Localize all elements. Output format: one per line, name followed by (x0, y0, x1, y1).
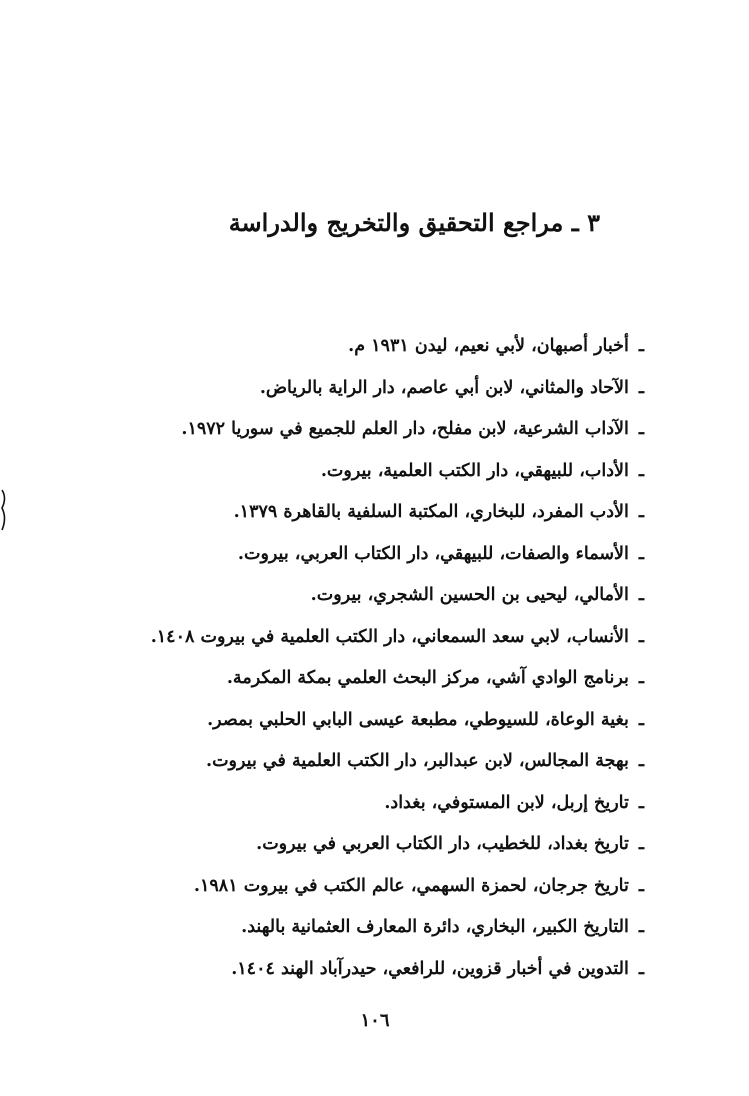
reference-text: الأداب، للبيهقي، دار الكتب العلمية، بيروت. (320, 460, 629, 481)
reference-text: أخبار أصبهان، لأبي نعيم، ليدن ١٩٣١ م. (348, 336, 629, 356)
reference-text: تاريخ جرجان، لحمزة السهمي، عالم الكتب في بيروت ١٩٨١. (193, 875, 629, 896)
reference-item (84, 451, 644, 493)
reference-item (84, 575, 644, 617)
reference-dash: ـ (638, 751, 644, 771)
reference-text: برنامج الوادي آشي، مركز البحث العلمي بمكة المكرمة. (226, 668, 629, 688)
reference-text: بهجة المجالس، لابن عبدالبر، دار الكتب العلمية في بيروت. (205, 751, 629, 771)
reference-text: تاريخ بغداد، للخطيب، دار الكتاب العربي في بيروت. (256, 834, 629, 854)
reference-dash: ـ (638, 502, 644, 522)
reference-text: تاريخ إربل، لابن المستوفي، بغداد. (384, 792, 629, 813)
reference-item (84, 949, 644, 991)
reference-dash: ـ (638, 668, 644, 688)
reference-item (84, 326, 644, 368)
reference-text: التدوين في أخبار قزوين، للرافعي، حيدرآباد الهند ١٤٠٤. (231, 958, 629, 979)
reference-dash: ـ (638, 709, 644, 730)
reference-text: الأسماء والصفات، للبيهقي، دار الكتاب العربي، بيروت. (237, 543, 629, 564)
reference-text: الآداب الشرعية، لابن مفلح، دار العلم للجميع في سوريا ١٩٧٢. (181, 419, 629, 439)
reference-text: الأنساب، لابي سعد السمعاني، دار الكتب العلمية في بيروت ١٤٠٨. (150, 626, 629, 647)
reference-dash: ـ (638, 377, 644, 398)
reference-item (84, 492, 644, 534)
reference-item (84, 534, 644, 576)
reference-item (84, 783, 644, 825)
reference-item (84, 866, 644, 908)
reference-dash: ـ (638, 958, 644, 979)
reference-dash: ـ (638, 875, 644, 896)
reference-dash: ـ (638, 336, 644, 356)
reference-dash: ـ (638, 626, 644, 647)
reference-dash: ـ (638, 585, 644, 605)
page-number: ١٠٦ (360, 1010, 390, 1031)
reference-dash: ـ (638, 834, 644, 854)
reference-item (84, 658, 644, 700)
reference-dash: ـ (638, 543, 644, 564)
section-heading: ٣ ـ مراجع التحقيق والتخريج والدراسة (228, 208, 600, 237)
reference-dash: ـ (638, 792, 644, 813)
reference-item (84, 824, 644, 866)
reference-item (84, 907, 644, 949)
reference-text: الآحاد والمثاني، لابن أبي عاصم، دار الراية بالرياض. (259, 377, 629, 398)
reference-item (84, 700, 644, 742)
reference-item (84, 409, 644, 451)
margin-bracket-mark (0, 488, 8, 532)
reference-text: بغية الوعاة، للسيوطي، مطبعة عيسى البابي الحلبي بمصر. (207, 709, 629, 730)
reference-item (84, 741, 644, 783)
reference-dash: ـ (638, 917, 644, 937)
reference-text: التاريخ الكبير، البخاري، دائرة المعارف العثمانية بالهند. (241, 917, 629, 937)
references-list (84, 326, 644, 990)
reference-dash: ـ (638, 419, 644, 439)
reference-item (84, 617, 644, 659)
reference-text: الأدب المفرد، للبخاري، المكتبة السلفية بالقاهرة ١٣٧٩. (233, 502, 629, 522)
reference-text: الأمالي، ليحيى بن الحسين الشجري، بيروت. (310, 585, 629, 605)
reference-dash: ـ (638, 460, 644, 481)
reference-item (84, 368, 644, 410)
